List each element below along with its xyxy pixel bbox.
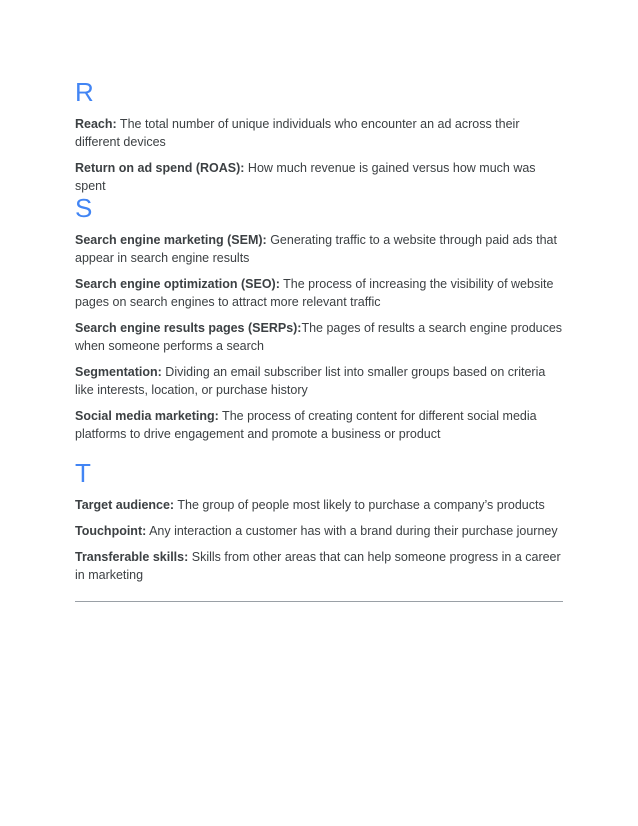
glossary-term: Transferable skills: xyxy=(75,550,189,564)
glossary-term: Reach: xyxy=(75,117,117,131)
glossary-definition: The process of increasing the visibility of website pages on search engines to attract more relevant traffic xyxy=(75,277,554,309)
glossary-term: Target audience: xyxy=(75,498,175,512)
glossary-entry-social-media-marketing xyxy=(75,407,565,443)
glossary-entry-transferable-skills xyxy=(75,548,565,584)
glossary-term: Touchpoint: xyxy=(75,524,147,538)
glossary-definition: The total number of unique individuals who encounter an ad across their different devices xyxy=(75,117,520,149)
section-r xyxy=(75,77,565,203)
glossary-entry-target-audience xyxy=(75,496,565,514)
glossary-entry-seo xyxy=(75,275,565,311)
glossary-definition: How much revenue is gained versus how much was spent xyxy=(75,161,536,193)
glossary-definition: Dividing an email subscriber list into smaller groups based on criteria like interests, location, or purchase history xyxy=(75,365,546,397)
glossary-definition: Skills from other areas that can help someone progress in a career in marketing xyxy=(75,550,561,582)
glossary-entry-serps xyxy=(75,319,565,355)
section-letter-heading: T xyxy=(75,458,91,488)
glossary-term: Search engine results pages (SERPs): xyxy=(75,321,302,335)
glossary-definition: Generating traffic to a website through paid ads that appear in search engine results xyxy=(75,233,557,265)
horizontal-divider xyxy=(75,601,563,602)
section-t xyxy=(75,458,565,592)
glossary-entry-touchpoint xyxy=(75,522,565,540)
section-s xyxy=(75,193,565,451)
glossary-term: Segmentation: xyxy=(75,365,162,379)
glossary-definition: Any interaction a customer has with a brand during their purchase journey xyxy=(146,524,558,538)
glossary-entry-roas xyxy=(75,159,565,195)
glossary-term: Search engine optimization (SEO): xyxy=(75,277,280,291)
glossary-definition: The group of people most likely to purchase a company’s products xyxy=(174,498,545,512)
glossary-term: Social media marketing: xyxy=(75,409,219,423)
glossary-entry-reach xyxy=(75,115,565,151)
glossary-term: Return on ad spend (ROAS): xyxy=(75,161,245,175)
glossary-entry-segmentation xyxy=(75,363,565,399)
section-letter-heading: R xyxy=(75,77,94,107)
glossary-term: Search engine marketing (SEM): xyxy=(75,233,267,247)
section-letter-heading: S xyxy=(75,193,93,223)
glossary-definition: The process of creating content for different social media platforms to drive engagement and promote a business or product xyxy=(75,409,537,441)
glossary-entry-sem xyxy=(75,231,565,267)
glossary-definition: The pages of results a search engine produces when someone performs a search xyxy=(75,321,563,353)
